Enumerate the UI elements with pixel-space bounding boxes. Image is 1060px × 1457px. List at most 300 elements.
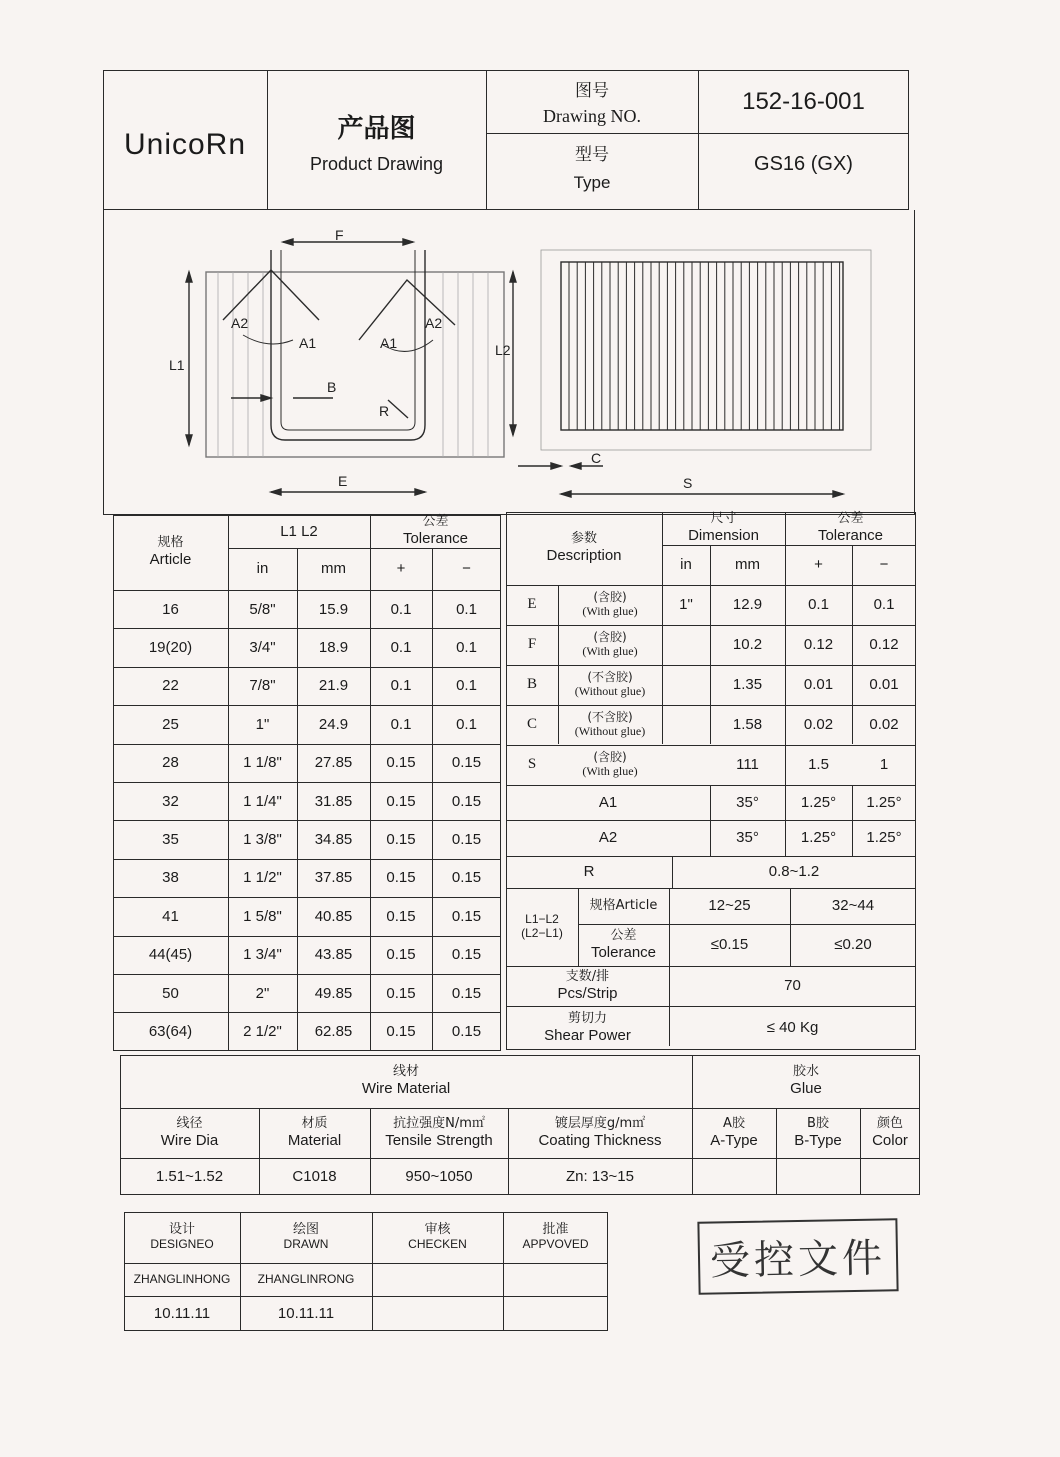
article-cell-text: 34.85 [314, 830, 353, 848]
pcs-value [669, 966, 916, 1006]
tensile-header-text: Tensile Strength [385, 1131, 493, 1149]
article-cell [432, 782, 501, 820]
label-s: S [683, 475, 693, 491]
l1l2-range2 [790, 888, 916, 924]
article-cell [432, 744, 501, 782]
article-cell-text: 15.9 [318, 600, 349, 618]
param-mm-text: 111 [736, 756, 759, 774]
article-cell [113, 859, 228, 897]
article-cell-text: 0.15 [386, 1022, 416, 1040]
article-cell-text: 18.9 [318, 638, 349, 656]
designer-name-text: ZHANGLINHONG [133, 1271, 231, 1286]
param-code-text: E [527, 596, 537, 613]
b-header-text: B-Type [794, 1131, 842, 1149]
param-code [506, 705, 558, 745]
param-note-text: (不含胶) [587, 670, 633, 685]
param-mm [710, 705, 785, 745]
article-cell [432, 936, 501, 974]
param-header [506, 512, 662, 585]
article-cell-text: 0.15 [451, 984, 482, 1002]
article-cell [370, 782, 432, 820]
article-cell [297, 820, 370, 858]
in-header [228, 548, 297, 590]
article-cell [113, 936, 228, 974]
article-cell [370, 936, 432, 974]
param-header-text: Description [546, 547, 622, 565]
label-c: C [591, 450, 602, 466]
glue-header [692, 1055, 920, 1108]
param-plus-text: 0.12 [803, 636, 834, 654]
l1l2-header [228, 515, 370, 548]
b_type-value [776, 1158, 860, 1195]
shear-value-text: ≤ 40 Kg [766, 1019, 819, 1037]
in-header-right-text: in [680, 556, 692, 574]
tolerance-header-text: Tolerance [402, 530, 469, 548]
article-cell-text: 44(45) [148, 946, 193, 964]
dimension-header-text: Dimension [688, 527, 759, 545]
param-plus [785, 705, 852, 745]
param-in [662, 625, 710, 665]
article-cell-text: 0.1 [456, 600, 477, 618]
a-header-text: A胶 [723, 1115, 745, 1131]
article-cell-text: 43.85 [314, 946, 353, 964]
l1l2-tol-label [578, 924, 669, 966]
article-cell-text: 1 1/2" [243, 869, 282, 887]
param-note-text: (Without glue) [574, 724, 646, 738]
article-cell-text: 0.1 [456, 677, 477, 695]
article-cell [113, 820, 228, 858]
article-cell [432, 897, 501, 935]
b-header [776, 1108, 860, 1158]
article-cell-text: 62.85 [314, 1022, 353, 1040]
wire-material-header-text: Wire Material [361, 1080, 451, 1098]
tolerance-header-right-text: Tolerance [817, 527, 884, 545]
r-value [672, 856, 916, 888]
article-cell-text: 50 [162, 984, 179, 1002]
l1l2-tol2 [790, 924, 916, 966]
type-value: GS16 (GX) [754, 153, 853, 175]
color-header-text: 颜色 [876, 1115, 903, 1131]
article-cell [432, 820, 501, 858]
param-note [558, 585, 662, 625]
article-cell-text: 7/8" [249, 677, 276, 695]
param-plus-text: 0.1 [808, 596, 829, 614]
article-cell-text: 49.85 [314, 984, 353, 1002]
mat-header [259, 1108, 370, 1158]
article-cell-text: 27.85 [314, 754, 353, 772]
chamfer-right [359, 280, 455, 340]
l1l2-tol1-text: ≤0.15 [710, 936, 749, 954]
param-in [662, 665, 710, 705]
article-cell [297, 859, 370, 897]
material-value-text: C1018 [292, 1167, 337, 1185]
designed-header-text: 设计 [168, 1222, 195, 1238]
article-cell [228, 820, 297, 858]
a1-label [506, 785, 710, 820]
l1l2-range2-text: 32~44 [831, 897, 875, 915]
type-label-en: Type [573, 173, 611, 192]
pcs-label [506, 966, 669, 1006]
article-cell-text: 0.15 [386, 984, 416, 1002]
l1l2-range1-text: 12~25 [708, 897, 751, 915]
drawer-name [240, 1263, 372, 1296]
tensile-header [370, 1108, 508, 1158]
param-plus [785, 745, 852, 785]
article-cell-text: 25 [162, 715, 179, 733]
minus-header-right [852, 545, 916, 585]
param-mm-text: 12.9 [732, 596, 763, 614]
article-cell-text: 0.15 [451, 869, 482, 887]
article-cell-text: 35 [162, 830, 179, 848]
a1-label-text: A1 [598, 793, 618, 811]
article-cell-text: 63(64) [148, 1022, 193, 1040]
article-cell-text: 38 [162, 869, 179, 887]
a1-value [710, 785, 785, 820]
l1l2-label [506, 888, 578, 966]
plus-header-text: + [396, 560, 406, 578]
article-cell-text: 2 1/2" [243, 1022, 282, 1040]
article-cell-text: 0.1 [390, 600, 412, 618]
article-cell [228, 590, 297, 628]
article-cell-text: 37.85 [314, 869, 353, 887]
article-cell-text: 0.15 [386, 754, 416, 772]
wire-material-header-text: 线材 [392, 1064, 419, 1080]
title-en: Product Drawing [309, 154, 444, 174]
article-cell-text: 28 [162, 754, 179, 772]
article-cell [113, 628, 228, 666]
glue-header-text: 胶水 [792, 1064, 819, 1080]
article-cell-text: 31.85 [314, 792, 353, 810]
tolerance-header-right-text: 公差 [837, 511, 864, 527]
mm-header-right [710, 545, 785, 585]
mm-header-right-text: mm [735, 556, 760, 574]
param-code-text: F [527, 636, 537, 653]
article-cell [370, 1012, 432, 1050]
a1-minus [852, 785, 916, 820]
article-cell-text: 32 [162, 792, 179, 810]
article-cell-text: 0.1 [390, 715, 412, 733]
param-minus [852, 625, 916, 665]
tolerance-header-text: 公差 [422, 514, 449, 530]
drawn-header [240, 1212, 372, 1263]
article-cell-text: 0.1 [456, 715, 477, 733]
article-header-text: Article [149, 551, 192, 569]
param-code-text: B [526, 676, 537, 693]
mat-header-text: Material [287, 1131, 342, 1149]
article-cell [228, 859, 297, 897]
article-cell [297, 744, 370, 782]
article-cell-text: 41 [162, 907, 179, 925]
dia-header-text: Wire Dia [160, 1131, 219, 1149]
a1-plus [785, 785, 852, 820]
article-cell [432, 1012, 501, 1050]
article-cell [370, 897, 432, 935]
checked-header-text: CHECKEN [408, 1237, 467, 1252]
r-label [506, 856, 672, 888]
article-cell [113, 705, 228, 743]
a2-value [710, 820, 785, 855]
r-label-text: R [583, 863, 595, 881]
dimension-header-text: 尺寸 [710, 511, 737, 527]
dimension-header [662, 512, 785, 545]
design-date [124, 1296, 240, 1331]
article-cell [113, 590, 228, 628]
coat-header [508, 1108, 692, 1158]
plus-header-right [785, 545, 852, 585]
mat-header-text: 材质 [301, 1115, 328, 1131]
article-cell [297, 936, 370, 974]
article-cell [113, 782, 228, 820]
designed-header-text: DESIGNEO [150, 1237, 214, 1252]
a2-plus-text: 1.25° [800, 828, 837, 846]
l1l2-header-text: L1 L2 [280, 522, 318, 540]
dia-value [120, 1158, 259, 1195]
article-cell [228, 974, 297, 1012]
r-value-text: 0.8~1.2 [768, 863, 820, 881]
minus-header-text: − [462, 560, 471, 578]
article-cell-text: 19(20) [148, 638, 193, 656]
article-cell [370, 628, 432, 666]
param-in [662, 745, 710, 785]
article-cell-text: 0.1 [390, 677, 412, 695]
param-in [662, 585, 710, 625]
article-cell-text: 0.15 [386, 792, 416, 810]
param-note [558, 745, 662, 785]
shear-label-text: 剪切力 [567, 1010, 607, 1026]
pcs-label-text: Pcs/Strip [557, 984, 618, 1002]
article-cell-text: 1 3/4" [243, 946, 282, 964]
controlled-document-stamp: 受控文件 [697, 1218, 898, 1294]
article-cell [297, 782, 370, 820]
color-header-text: Color [872, 1131, 908, 1149]
dia-value-text: 1.51~1.52 [155, 1167, 224, 1185]
article-cell-text: 1 5/8" [243, 907, 282, 925]
color-value [860, 1158, 920, 1195]
param-note [558, 665, 662, 705]
a1-minus-text: 1.25° [866, 793, 902, 811]
article-cell-text: 0.15 [451, 1022, 482, 1040]
param-minus-text: 0.12 [869, 636, 899, 654]
shear-label [506, 1006, 669, 1050]
param-note [558, 625, 662, 665]
l1l2-label-text: (L2−L1) [521, 926, 563, 940]
title-cn: 产品图 [337, 114, 416, 144]
shear-label-text: Shear Power [544, 1026, 631, 1044]
mm-header [297, 548, 370, 590]
drawn-date [240, 1296, 372, 1331]
article-cell-text: 0.15 [451, 907, 482, 925]
article-cell [432, 974, 501, 1012]
l1l2-tol2-text: ≤0.20 [834, 936, 872, 954]
plus-header-right-text: + [814, 556, 823, 574]
article-cell [297, 974, 370, 1012]
article-cell [297, 897, 370, 935]
tensile-value-text: 950~1050 [405, 1167, 473, 1185]
param-mm [710, 585, 785, 625]
coat-header-text: Coating Thickness [538, 1131, 662, 1149]
checked-header-text: 审核 [424, 1222, 451, 1238]
param-minus [852, 705, 916, 745]
a2-minus-text: 1.25° [866, 828, 902, 846]
article-cell-text: 1 1/8" [243, 754, 282, 772]
param-minus [852, 585, 916, 625]
a1-value-text: 35° [736, 793, 759, 811]
pcs-label-text: 支数/排 [565, 968, 610, 984]
label-l2: L2 [495, 342, 511, 358]
article-cell [370, 859, 432, 897]
article-header [113, 515, 228, 590]
article-cell-text: 22 [162, 677, 179, 695]
label-a1-left: A1 [299, 335, 317, 351]
param-plus [785, 585, 852, 625]
param-note-text: (含胶) [593, 590, 627, 605]
article-cell-text: 40.85 [314, 907, 353, 925]
param-mm [710, 625, 785, 665]
article-cell [228, 782, 297, 820]
article-cell [228, 667, 297, 705]
param-code [506, 665, 558, 705]
article-cell [432, 628, 501, 666]
article-cell [228, 744, 297, 782]
designer-name [124, 1263, 240, 1296]
drawing-number: 152-16-001 [742, 88, 865, 115]
article-cell-text: 0.15 [386, 869, 416, 887]
param-code [506, 585, 558, 625]
param-note-text: (Without glue) [574, 684, 646, 698]
mm-header-text: mm [321, 560, 346, 578]
param-in-text: 1" [679, 596, 693, 614]
article-cell [370, 705, 432, 743]
article-cell [113, 1012, 228, 1050]
article-cell [113, 974, 228, 1012]
param-plus [785, 625, 852, 665]
param-note-text: (不含胶) [587, 710, 633, 725]
drawing-no-label-en: Drawing NO. [543, 106, 641, 126]
param-note-text: (With glue) [582, 604, 638, 618]
type-label-cn: 型号 [575, 145, 609, 165]
approved-header-text: 批准 [542, 1222, 569, 1238]
article-cell [113, 744, 228, 782]
a1-plus-text: 1.25° [800, 793, 837, 811]
article-cell [297, 667, 370, 705]
article-cell [432, 667, 501, 705]
param-in [662, 705, 710, 745]
param-note-text: (含胶) [593, 750, 627, 765]
a-header-text: A-Type [710, 1131, 758, 1149]
article-cell [113, 897, 228, 935]
a2-value-text: 35° [736, 828, 759, 846]
article-cell [370, 744, 432, 782]
article-cell [370, 974, 432, 1012]
param-note-text: (With glue) [582, 764, 638, 778]
l1l2-article-label-text: 规格Article [589, 897, 658, 913]
article-cell [228, 1012, 297, 1050]
article-cell-text: 1 3/8" [243, 830, 282, 848]
param-minus [852, 745, 916, 785]
minus-header-right-text: − [879, 556, 889, 574]
param-mm-text: 1.35 [732, 676, 763, 694]
article-cell [228, 628, 297, 666]
article-cell-text: 0.15 [386, 830, 416, 848]
param-code-text: C [526, 716, 537, 733]
drawn-date-text: 10.11.11 [277, 1304, 335, 1322]
param-plus-text: 1.5 [808, 756, 829, 774]
label-b: B [327, 379, 337, 395]
article-cell [297, 628, 370, 666]
tolerance-header-right [785, 512, 916, 545]
drawer-name-text: ZHANGLINRONG [257, 1271, 355, 1286]
param-mm-text: 1.58 [732, 716, 763, 734]
param-minus-text: 1 [879, 756, 889, 774]
param-plus-text: 0.01 [803, 676, 834, 694]
staple-strip-view [561, 262, 843, 430]
shear-value [669, 1006, 916, 1050]
param-minus-text: 0.01 [869, 676, 899, 694]
b-header-text: B胶 [807, 1115, 829, 1131]
brand-logo: UnicoRn [123, 128, 247, 161]
dia-header-text: 线径 [176, 1115, 203, 1131]
article-cell-text: 24.9 [318, 715, 349, 733]
label-r: R [379, 403, 390, 419]
tolerance-header [370, 515, 501, 548]
checked-header [372, 1212, 503, 1263]
param-note-text: (含胶) [593, 630, 627, 645]
l1l2-tol-label-text: Tolerance [590, 943, 657, 961]
label-a1-right: A1 [380, 335, 398, 351]
in-header-right [662, 545, 710, 585]
designed-header [124, 1212, 240, 1263]
drawn-header-text: 绘图 [292, 1222, 319, 1238]
article-cell-text: 0.15 [386, 907, 416, 925]
article-cell-text: 0.15 [386, 946, 416, 964]
label-l1: L1 [169, 357, 185, 373]
a2-label [506, 820, 710, 855]
l1l2-range1 [669, 888, 790, 924]
article-cell [297, 590, 370, 628]
l1l2-tol-label-text: 公差 [610, 927, 637, 943]
approved-header-text: APPVOVED [522, 1237, 589, 1252]
article-cell-text: 0.1 [456, 638, 477, 656]
article-cell-text: 0.15 [451, 792, 482, 810]
staple-profile [271, 250, 425, 440]
article-cell [228, 705, 297, 743]
tensile-header-text: 抗拉强度N/m㎡ [393, 1115, 485, 1131]
label-f: F [335, 227, 344, 243]
param-minus-text: 0.02 [869, 716, 899, 734]
coat-header-text: 镀层厚度g/m㎡ [554, 1115, 646, 1131]
param-code [506, 625, 558, 665]
article-cell [370, 667, 432, 705]
article-cell-text: 21.9 [318, 677, 349, 695]
tensile-value [370, 1158, 508, 1195]
article-cell-text: 3/4" [249, 638, 276, 656]
plus-header [370, 548, 432, 590]
article-cell-text: 0.15 [451, 946, 482, 964]
approved-header [503, 1212, 608, 1263]
param-minus-text: 0.1 [873, 596, 895, 614]
article-cell-text: 5/8" [249, 600, 276, 618]
l1l2-tol1 [669, 924, 790, 966]
article-cell-text: 0.15 [451, 754, 482, 772]
label-e: E [338, 473, 348, 489]
param-header-text: 参数 [570, 531, 597, 547]
param-plus [785, 665, 852, 705]
article-cell-text: 0.15 [451, 830, 482, 848]
label-a2-right: A2 [425, 315, 443, 331]
article-cell [370, 590, 432, 628]
article-cell-text: 2" [255, 984, 270, 1002]
staple-technical-drawing [103, 210, 915, 515]
